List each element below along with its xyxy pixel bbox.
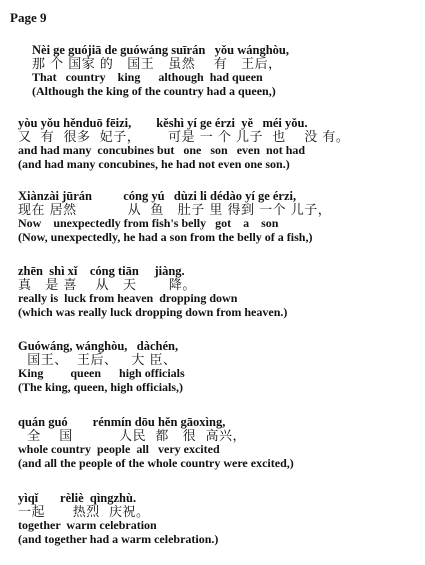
pinyin-line: yìqǐ rèliè qìngzhù. [18, 491, 137, 505]
stanza-2 [18, 117, 418, 171]
pinyin-line: Nèi ge guójiā de guówáng suīrán yǒu wánghòu, [32, 43, 289, 57]
gloss-line: King queen high officials [18, 366, 185, 381]
pinyin-line: yòu yǒu hěnduō fēizi, kěshì yí ge érzi yě méi yǒu. [18, 116, 308, 130]
stanza-6 [18, 416, 418, 470]
translation-line: (Although the king of the country had a queen,) [32, 83, 276, 98]
chinese-line: 真 是 喜 从 天 降。 [18, 277, 196, 293]
gloss-line: really is luck from heaven dropping down [18, 291, 238, 306]
pinyin-line: zhēn shì xǐ cóng tiān jiàng. [18, 264, 185, 278]
stanza-4 [18, 265, 418, 319]
stanza-3 [18, 190, 418, 244]
pinyin-line: Guówáng, wánghòu, dàchén, [18, 339, 179, 353]
translation-line: (The king, queen, high officials,) [18, 379, 184, 394]
chinese-line: 一起 热烈 庆祝。 [18, 504, 150, 520]
translation-line: (Now, unexpectedly, he had a son from the belly of a fish,) [18, 229, 313, 244]
chinese-line: 国王、 王后、 大 臣、 [18, 352, 177, 368]
stanza-7 [18, 492, 418, 546]
pinyin-line: quán guó rénmín dōu hěn gāoxìng, [18, 415, 226, 429]
translation-line: (and had many concubines, he had not even one son.) [18, 156, 290, 171]
gloss-line: together warm celebration [18, 518, 157, 533]
chinese-line: 那 个 国家 的 国王 虽然 有 王后， [32, 56, 282, 72]
chinese-line: 又 有 很多 妃子， 可是 一 个 儿子 也 没 有。 [18, 129, 350, 145]
chinese-line: 全 国 人民 都 很 高兴， [18, 428, 247, 444]
gloss-line: That country king although had queen [32, 70, 263, 85]
translation-line: (which was really luck dropping down from heaven.) [18, 304, 288, 319]
translation-line: (and all the people of the whole country were excited,) [18, 455, 294, 470]
stanza-1 [18, 44, 418, 98]
gloss-line: Now unexpectedly from fish's belly got a son [18, 216, 279, 231]
chinese-line: 现在 居然 从 鱼 肚子 里 得到 一个 儿子， [18, 202, 332, 218]
stanza-5 [18, 340, 418, 394]
translation-line: (and together had a warm celebration.) [18, 531, 219, 546]
page-number: Page 9 [10, 10, 47, 25]
pinyin-line: Xiànzài jūrán cóng yú dùzi li dédào yí ge érzi, [18, 189, 297, 203]
gloss-line: whole country people all very excited [18, 442, 220, 457]
gloss-line: and had many concubines but one son even not had [18, 143, 306, 158]
